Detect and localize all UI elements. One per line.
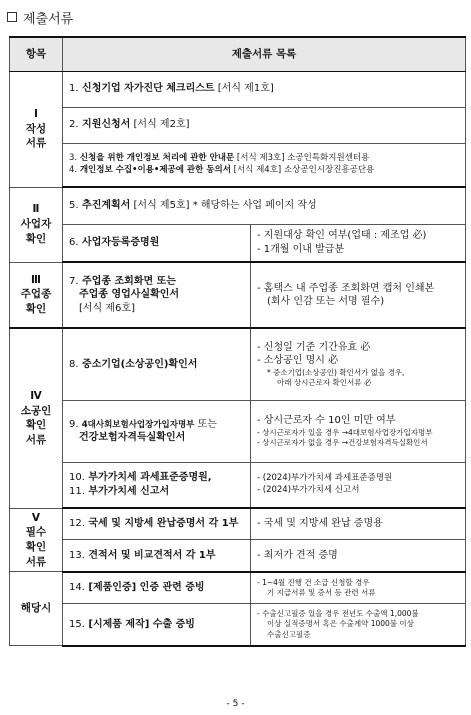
table-row — [10, 400, 466, 462]
page-number: - 5 - — [226, 699, 245, 709]
doc-3-4: 3. 신청을 위한 개인정보 처리에 관한 안내문 [서식 제3호] 소공인특화지원센터용 4. 개인정보 수집•이용•제공에 관한 동의서 [서식 제4호] 소상공인시장진흥공단용 — [63, 143, 466, 187]
doc-15: 15. [시제품 제작] 수출 증빙 — [63, 604, 251, 646]
doc-9-remarks: - 상시근로자 수 10인 미만 여부 - 상시근로자가 있을 경우 →4대보험사업장가입자명부 - 상시근로자가 없을 경우 →건강보험자격득실확인서 — [251, 400, 466, 462]
table-row — [10, 328, 466, 400]
header-docs: 제출서류 목록 — [63, 37, 466, 71]
table-row — [10, 187, 466, 224]
doc-9: 9. 4대사회보험사업장가입자명부 또는 건강보험자격득실확인서 — [63, 400, 251, 462]
category-1: Ⅰ 작성 서류 — [10, 71, 63, 187]
doc-7: 7. 주업종 조회화면 또는 주업종 영업사실확인서 [서식 제6호] — [63, 262, 251, 328]
doc-13-remarks: - 최저가 견적 증명 — [251, 540, 466, 572]
category-2: Ⅱ 사업자 확인 — [10, 187, 63, 262]
doc-5: 5. 추진계획서 [서식 제5호] * 해당하는 사업 페이지 작성 — [63, 187, 466, 224]
category-3: Ⅲ 주업종 확인 — [10, 262, 63, 328]
table-row — [10, 107, 466, 143]
table-row — [10, 262, 466, 328]
header-item: 항목 — [10, 37, 63, 71]
table-header-row — [10, 37, 466, 71]
category-5: Ⅴ 필수 확인 서류 — [10, 508, 63, 572]
doc-2: 2. 지원신청서 [서식 제2호] — [63, 107, 466, 143]
section-title — [7, 7, 73, 27]
section-title-text: 제출서류 — [23, 11, 74, 27]
doc-6: 6. 사업자등록증명원 — [63, 224, 251, 262]
doc-10-11-remarks: - (2024)부가가치세 과세표준증명원 - (2024)부가가치세 신고서 — [251, 462, 466, 508]
table-row — [10, 508, 466, 540]
table-row — [10, 143, 466, 187]
doc-14-remarks: - 1~4월 진행 건 소급 신청할 경우 기 지급서류 및 증서 등 관련 서류 — [251, 572, 466, 604]
doc-12: 12. 국세 및 지방세 완납증명서 각 1부 — [63, 508, 251, 540]
doc-15-remarks: - 수출신고필증 있을 경우 전년도 수출액 1,000불 이상 실적증명서 혹은 수출계약 1000불 이상 수출신고필증 — [251, 604, 466, 646]
table-row — [10, 71, 466, 107]
table-row — [10, 540, 466, 572]
category-6: 해당시 — [10, 572, 63, 646]
doc-10-11: 10. 부가가치세 과세표준증명원, 11. 부가가치세 신고서 — [63, 462, 251, 508]
table-row — [10, 604, 466, 646]
category-4: Ⅳ 소공인 확인 서류 — [10, 328, 63, 508]
table-row — [10, 224, 466, 262]
doc-14: 14. [제품인증] 인증 관련 증빙 — [63, 572, 251, 604]
checkbox-icon — [7, 12, 17, 22]
doc-13: 13. 견적서 및 비교견적서 각 1부 — [63, 540, 251, 572]
required-documents-table — [9, 36, 466, 647]
doc-1: 1. 신청기업 자가진단 체크리스트 [서식 제1호] — [63, 71, 466, 107]
doc-8: 8. 중소기업(소상공인)확인서 — [63, 328, 251, 400]
doc-12-remarks: - 국세 및 지방세 완납 증명용 — [251, 508, 466, 540]
doc-6-remarks: - 지원대상 확인 여부(업태 : 제조업 必) - 1개월 이내 발급분 — [251, 224, 466, 262]
table-row — [10, 462, 466, 508]
doc-8-remarks: - 신청일 기준 기간유효 必 - 소상공인 명시 必 * 중소기업(소상공인) 확인서가 없을 경우, 아래 상시근로자 확인서류 必 — [251, 328, 466, 400]
doc-7-remarks: - 홈택스 내 주업종 조회화면 캡처 인쇄본 (회사 인감 또는 서명 필수) — [251, 262, 466, 328]
table-row — [10, 572, 466, 604]
